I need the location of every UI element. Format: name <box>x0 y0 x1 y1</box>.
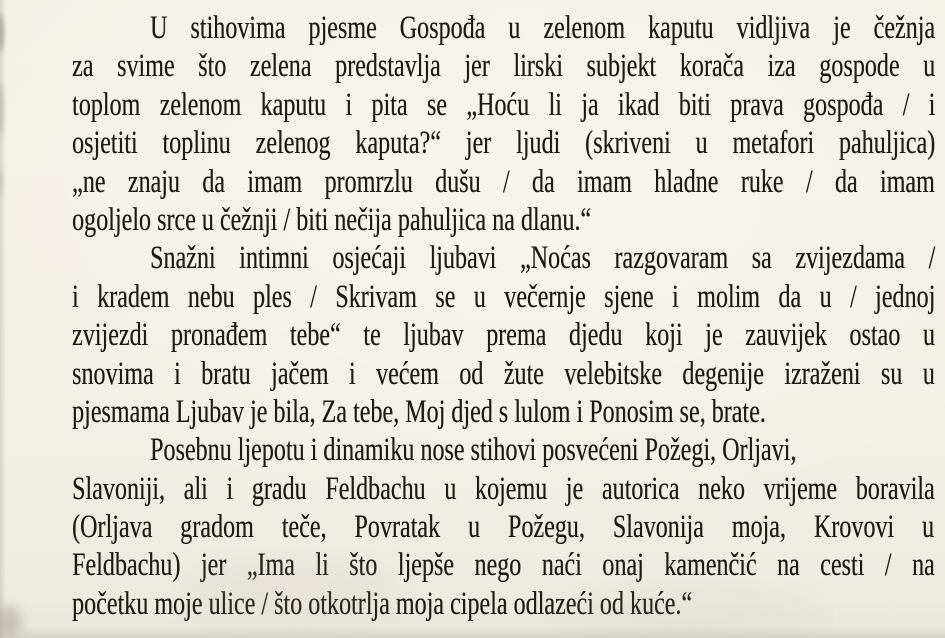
text-line <box>72 239 935 277</box>
scan-smudge <box>0 168 3 198</box>
paragraph <box>72 239 935 431</box>
text-line-content: za svime što zelena predstavlja jer lirski subjekt korača iza gospode u <box>72 48 936 85</box>
text-line <box>72 163 935 201</box>
text-line <box>72 508 935 546</box>
text-line-content: Slavoniji, ali i gradu Feldbachu u kojemu je autorica neko vrijeme boravila <box>72 470 935 507</box>
paragraph <box>72 431 935 623</box>
text-line-content: Feldbachu) jer „Ima li što ljepše nego naći onaj kamenčić na cesti / na <box>72 547 935 584</box>
text-line <box>72 124 935 162</box>
scan-edge-artifact-bottom <box>0 626 945 638</box>
text-line-content: Snažni intimni osjećaji ljubavi „Noćas razgovaram sa zvijezdama / <box>150 240 936 277</box>
text-line <box>72 278 935 316</box>
text-line-content: i kradem nebu ples / Skrivam se u večernje sjene i molim da u / jednoj <box>72 278 936 315</box>
text-line-content: zvijezdi pronađem tebe“ te ljubav prema djedu koji je zauvijek ostao u <box>72 317 935 354</box>
text-line <box>72 86 935 124</box>
text-line-content: početku moje ulice / što otkotrlja moja cipela odlazeći od kuće.“ <box>72 585 693 622</box>
text-line-content: osjetiti toplinu zelenog kaputa?“ jer ljudi (skriveni u metafori pahuljica) <box>72 125 936 162</box>
text-line-content: (Orljava gradom teče, Povratak u Požegu, Slavonija moja, Krovovi u <box>72 509 935 546</box>
scan-smudge <box>0 84 4 136</box>
text-line <box>72 201 935 239</box>
scan-smudge <box>0 606 22 636</box>
text-line-content: U stihovima pjesme Gospođa u zelenom kaputu vidljiva je čežnja <box>150 10 936 46</box>
text-line-content: snovima i bratu jačem i većem od žute velebitske degenije izraženi su u <box>72 355 935 392</box>
text-line <box>72 316 935 354</box>
text-line-content: Posebnu ljepotu i dinamiku nose stihovi posvećeni Požegi, Orljavi, <box>150 432 797 469</box>
text-line <box>72 470 935 508</box>
text-line <box>72 9 935 47</box>
paragraph <box>72 9 935 239</box>
document-text-block <box>72 9 935 623</box>
text-line-content: ogoljelo srce u čežnji / biti nečija pahuljica na dlanu.“ <box>72 201 592 238</box>
text-line-content: „ne znaju da imam promrzlu dušu / da imam hladne ruke / da imam <box>72 163 935 200</box>
text-line <box>72 585 935 623</box>
text-line-content: toplom zelenom kaputu i pita se „Hoću li ja ikad biti prava gospođa / i <box>72 86 936 123</box>
text-line <box>72 47 935 85</box>
text-line <box>72 431 935 469</box>
text-line <box>72 355 935 393</box>
scan-smudge <box>0 14 4 52</box>
text-line <box>72 546 935 584</box>
text-line <box>72 393 935 431</box>
scan-edge-artifact-left <box>0 0 6 638</box>
text-line-content: pjesmama Ljubav je bila, Za tebe, Moj djed s lulom i Ponosim se, brate. <box>72 393 766 430</box>
